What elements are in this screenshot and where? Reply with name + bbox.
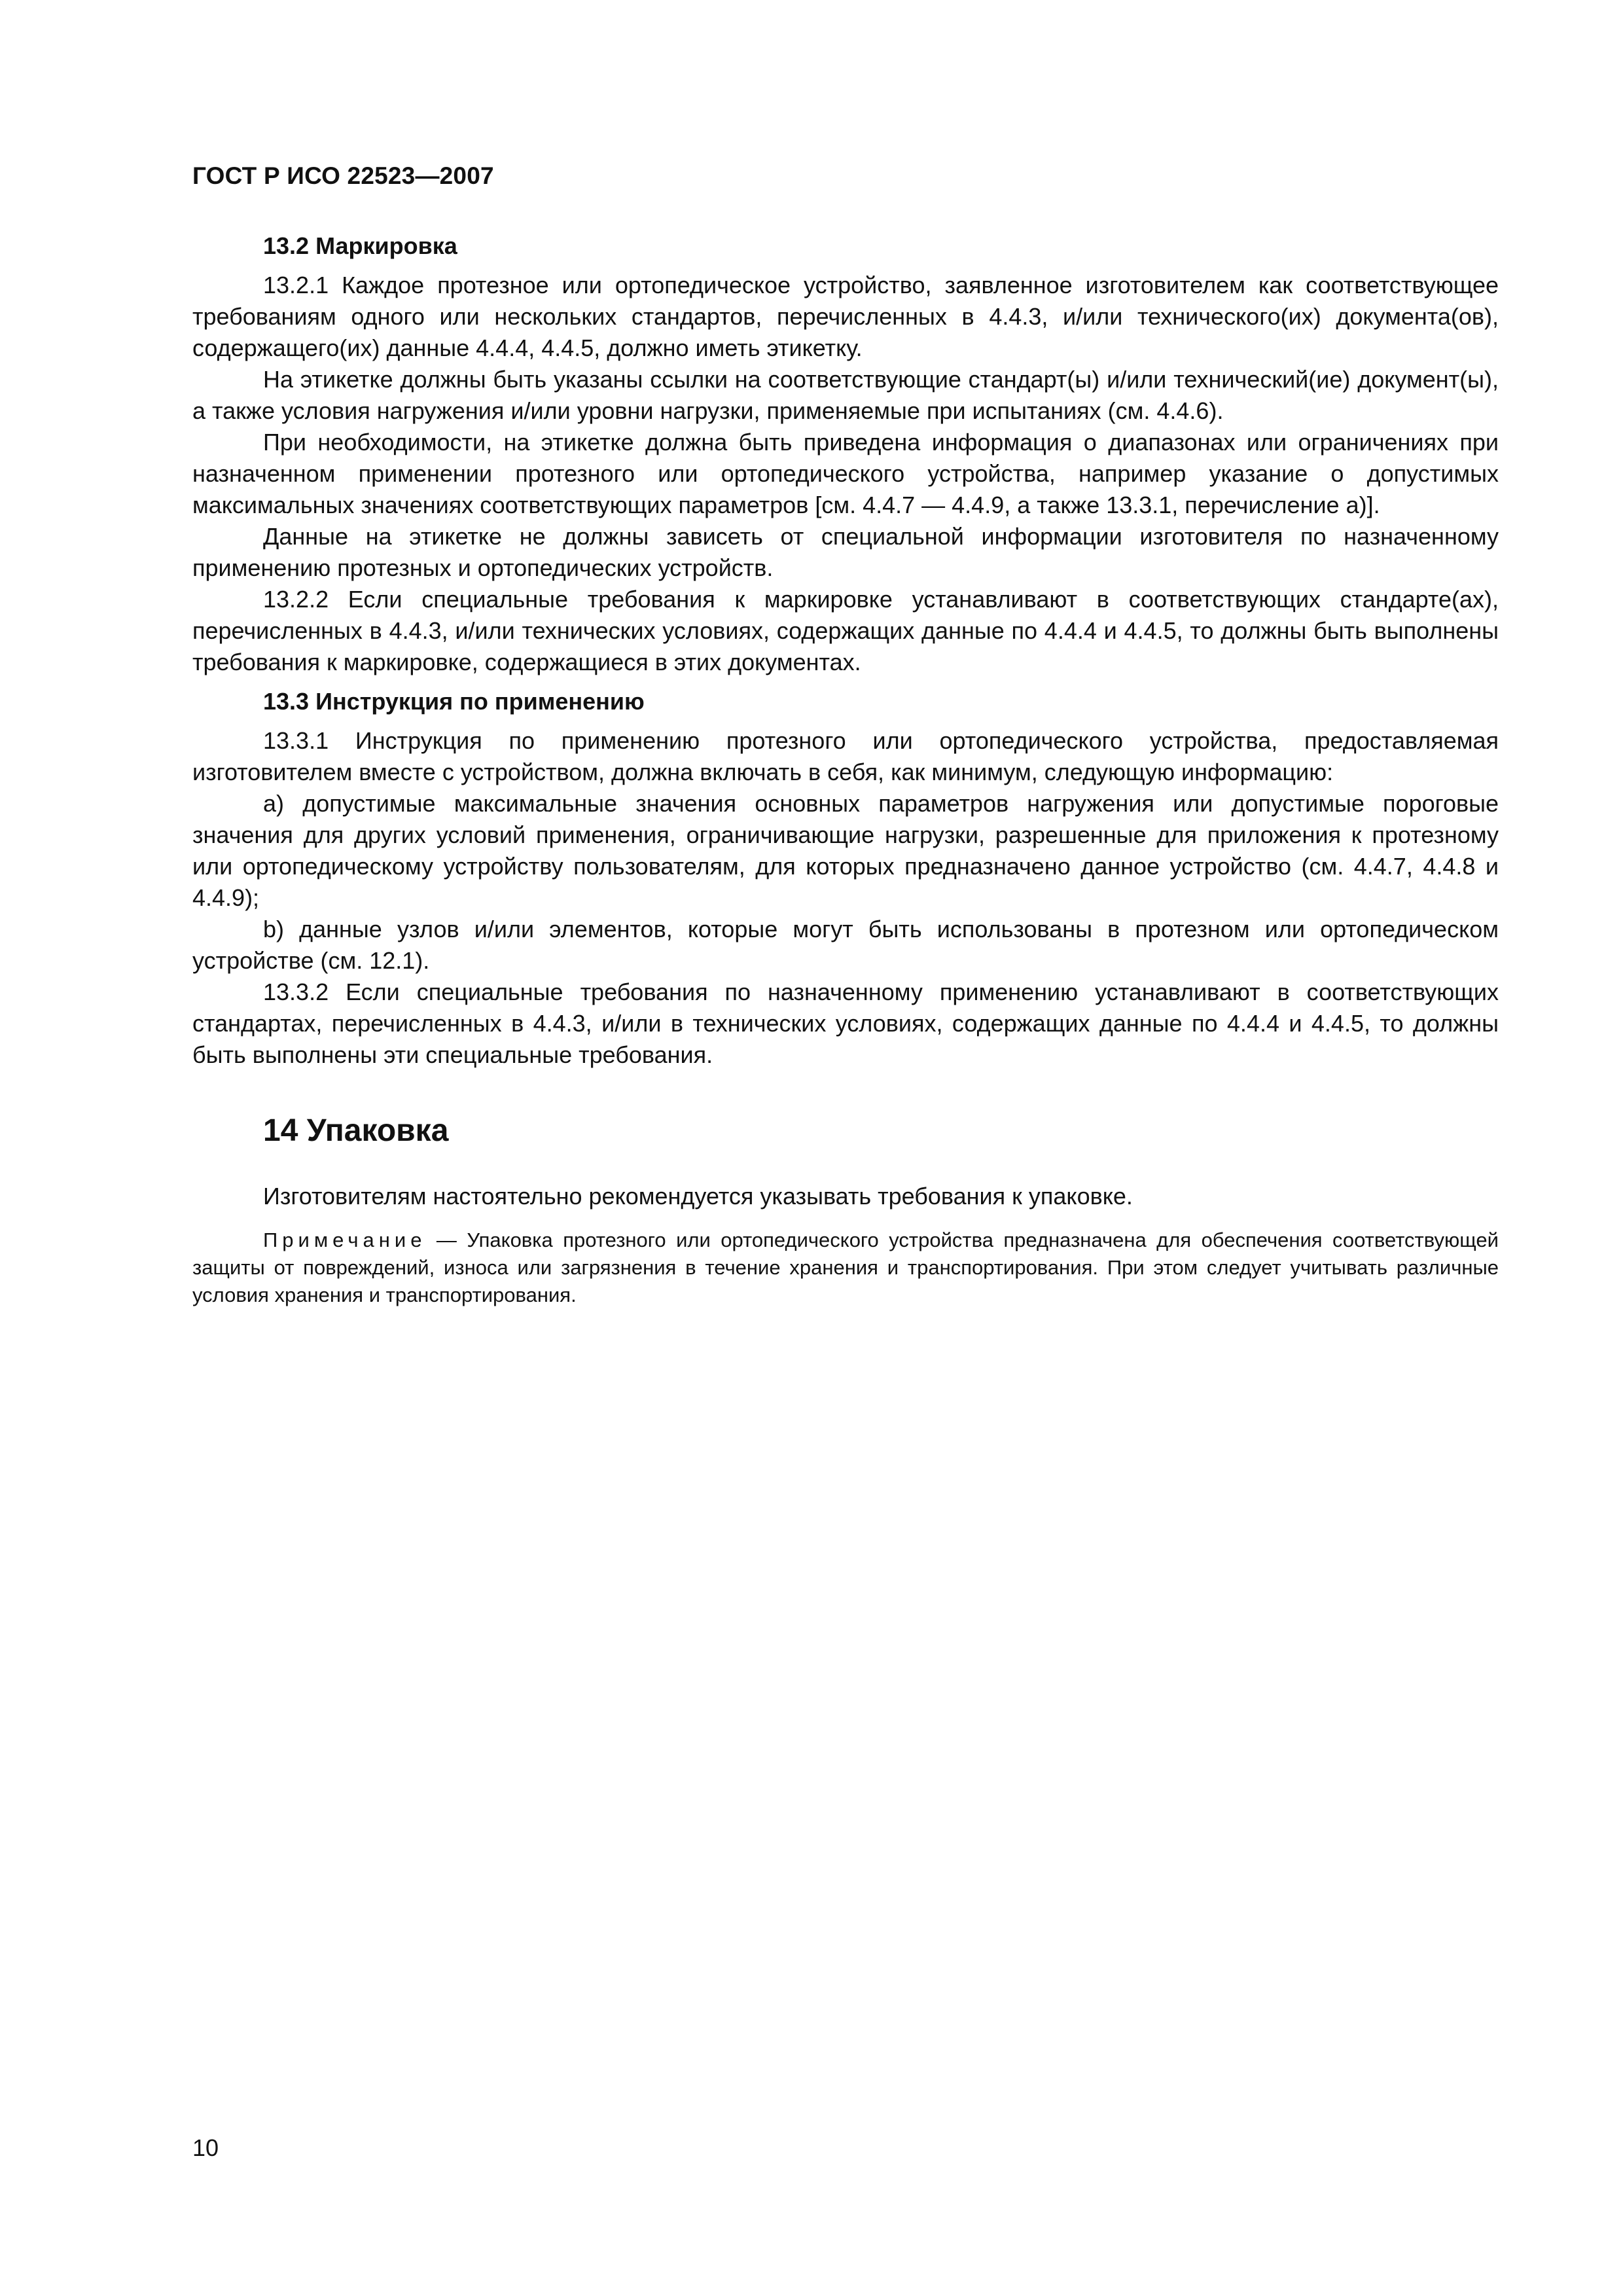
paragraph-13-2-1-limits: При необходимости, на этикетке должна быть приведена информация о диапазонах или ограничениях при назначенном применении протезного или ортопедического устройства, например указание о допустимых максимальных значениях соответствующих параметров [см. 4.4.7 — 4.4.9, а также 13.3.1, перечисление а)]. <box>192 429 1499 518</box>
list-item-a: а) допустимые максимальные значения основных параметров нагружения или допустимые пороговые значения для других условий применения, ограничивающие нагрузки, разрешенные для приложения к протезному или ортопедическому устройству пользователям, для которых предназначено данное устройство (см. 4.4.7, 4.4.8 и 4.4.9); <box>192 790 1499 911</box>
section-13-3-heading: 13.3 Инструкция по применению <box>263 688 645 715</box>
page-number: 10 <box>192 2134 219 2161</box>
note-label: Примечание <box>263 1229 427 1251</box>
paragraph-13-3-1: 13.3.1 Инструкция по применению протезного или ортопедического устройства, предоставляемая изготовителем вместе с устройством, должна включать в себя, как минимум, следующую информацию: <box>192 727 1499 785</box>
page-content <box>192 230 1499 1309</box>
paragraph-13-2-2: 13.2.2 Если специальные требования к маркировке устанавливают в соответствующих стандарте(ах), перечисленных в 4.4.3, и/или технических условиях, содержащих данные по 4.4.4 и 4.4.5, то должны быть выполнены требования к маркировке, содержащиеся в этих документах. <box>192 586 1499 675</box>
paragraph-13-2-1-references: На этикетке должны быть указаны ссылки на соответствующие стандарт(ы) и/или технический(ие) документ(ы), а также условия нагружения и/или уровни нагрузки, применяемые при испытаниях (см. 4.4.6). <box>192 366 1499 424</box>
paragraph-13-2-1-label-data: Данные на этикетке не должны зависеть от специальной информации изготовителя по назначенному применению протезных и ортопедических устройств. <box>192 523 1499 581</box>
note-text: Упаковка протезного или ортопедического устройства предназначена для обеспечения соответствующей защиты от повреждений, износа или загрязнения в течение хранения и транспортирования. При этом следует учитывать различные условия хранения и транспортирования. <box>192 1229 1499 1306</box>
paragraph-13-2-1: 13.2.1 Каждое протезное или ортопедическое устройство, заявленное изготовителем как соответствующее требованиям одного или нескольких стандартов, перечисленных в 4.4.3, и/или технического(их) документа(ов), содержащего(их) данные 4.4.4, 4.4.5, должно иметь этикетку. <box>192 272 1499 361</box>
note-dash: — <box>426 1229 467 1251</box>
section-13-2-heading: 13.2 Маркировка <box>263 232 457 259</box>
list-item-b: b) данные узлов и/или элементов, которые могут быть использованы в протезном или ортопедическом устройстве (см. 12.1). <box>192 916 1499 974</box>
document-header: ГОСТ Р ИСО 22523—2007 <box>192 162 494 189</box>
note <box>192 1227 1499 1309</box>
section-14-heading: 14 Упаковка <box>263 1113 449 1148</box>
paragraph-14: Изготовителям настоятельно рекомендуется указывать требования к упаковке. <box>263 1183 1133 1210</box>
paragraph-13-3-2: 13.3.2 Если специальные требования по назначенному применению устанавливают в соответствующих стандартах, перечисленных в 4.4.3, и/или в технических условиях, содержащих данные по 4.4.4 и 4.4.5, то должны быть выполнены эти специальные требования. <box>192 978 1499 1068</box>
